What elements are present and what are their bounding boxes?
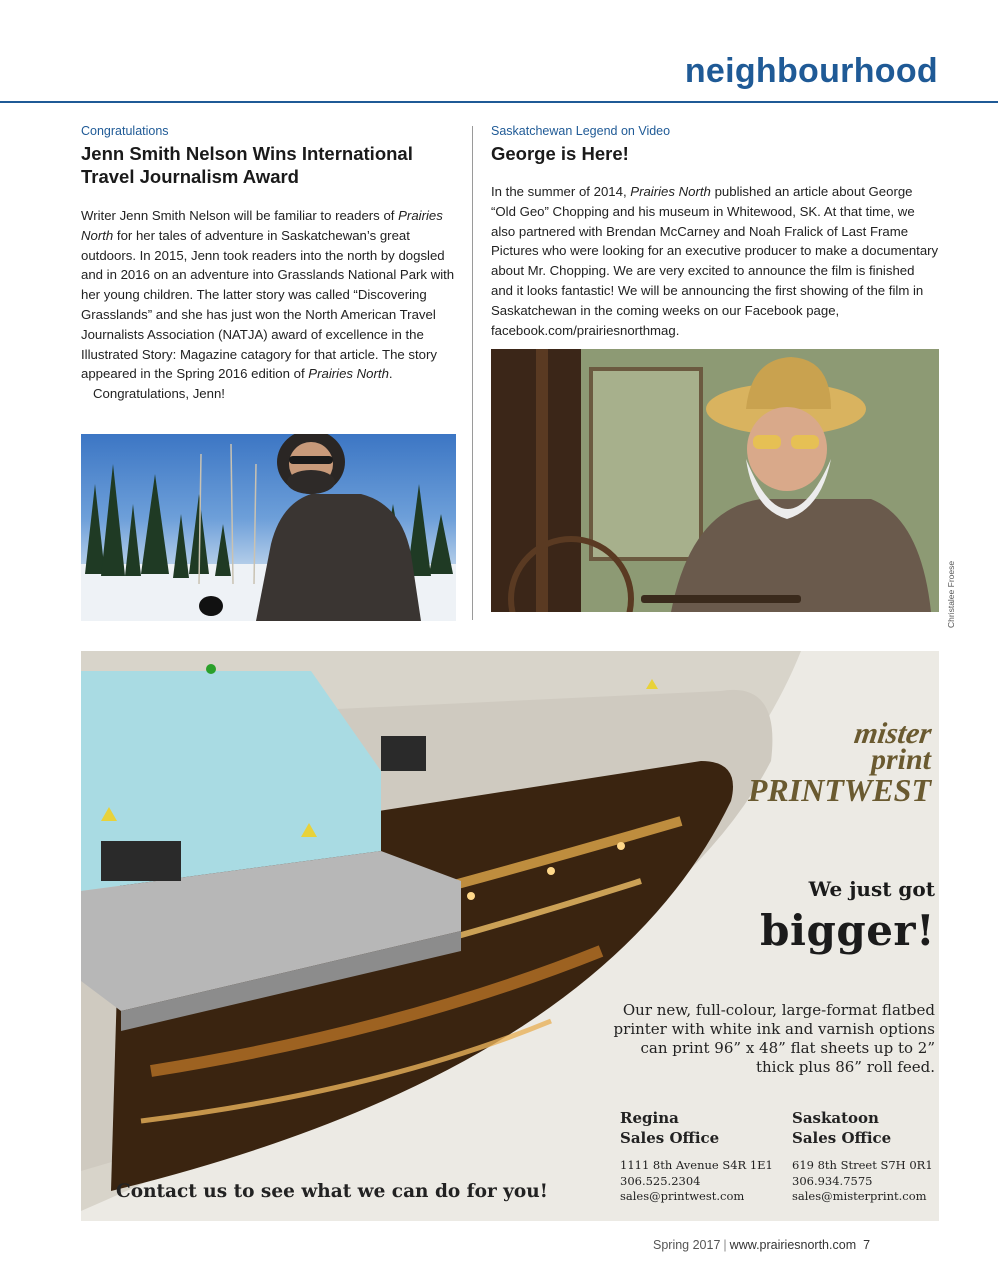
logo-line: mister	[852, 717, 934, 750]
body-paragraph: Congratulations, Jenn!	[93, 386, 225, 402]
article-headline	[81, 142, 456, 188]
magazine-title: Prairies North	[308, 366, 389, 382]
ad-contact-line: Contact us to see what we can do for you!	[116, 1181, 548, 1202]
body-paragraph: In the summer of 2014, Prairies North published an article about George “Old Geo” Chopping and his museum in Whitewood, SK. At that time, we also partnered with Brendan McCarney and Noah Fralick of Last Frame Pictures who were looking for an executive producer to make a documentary about Mr. Chopping. We are very excited to announce the film is finished and it looks fantastic! We will be announcing the first showing of the film in Saskatchewan in the coming weeks on our Facebook page, facebook.com/prairiesnorthmag.	[491, 184, 939, 338]
article-headline: George is Here!	[491, 143, 629, 164]
magazine-title: Prairies North	[630, 184, 711, 199]
photo-jenn-winter	[81, 434, 456, 621]
photo-george-chopping	[491, 349, 939, 612]
article-george-is-here	[491, 122, 939, 340]
body-paragraph: Writer Jenn Smith Nelson will be familiar to readers of Prairies North for her tales of adventure in Saskatchewan’s great outdoors. In 2015, Jenn took readers into the north by dogsled and in 2016 on an adventure into Grasslands National Park with her young children. The latter story was called “Discovering Grasslands” and she has just won the North American Travel Journalists Association (NATJA) award of excellence in the Illustrated Story: Magazine catagory for that article. The story appeared in the Spring 2016 edition of Prairies North.	[81, 208, 455, 382]
logo-line: print	[870, 743, 931, 776]
article-body	[491, 182, 939, 340]
saskatoon-sales-office	[792, 1108, 933, 1205]
section-title: neighbourhood	[684, 52, 938, 90]
regina-sales-office	[620, 1108, 773, 1205]
ad-tagline-small: We just got	[808, 877, 935, 901]
ad-description: Our new, full-colour, large-format flatbed printer with white ink and varnish options can print 96” x 48” flat sheets up to 2” thick plus 86” roll feed.	[613, 1001, 935, 1076]
office-address: 1111 8th Avenue S4R 1E1	[620, 1158, 773, 1172]
printwest-logo	[747, 717, 934, 808]
logo-line: PRINTWEST	[747, 772, 931, 808]
column-divider	[472, 126, 473, 620]
office-name: Regina Sales Office	[620, 1109, 720, 1147]
photo-credit: Christalee Froese	[946, 560, 956, 628]
footer-url[interactable]: www.prairiesnorth.com	[729, 1238, 857, 1252]
page-number: 7	[863, 1238, 871, 1252]
article-kicker: Saskatchewan Legend on Video	[491, 124, 671, 138]
ad-tagline-big: bigger!	[760, 906, 935, 955]
office-name: Saskatoon Sales Office	[792, 1109, 892, 1147]
printwest-advertisement	[81, 651, 939, 1221]
office-email: sales@misterprint.com	[792, 1189, 927, 1203]
page-footer	[653, 1238, 870, 1252]
office-phone: 306.934.7575	[792, 1173, 873, 1188]
office-address: 619 8th Street S7H 0R1	[792, 1158, 933, 1172]
header-rule	[0, 101, 998, 103]
office-email: sales@printwest.com	[620, 1189, 745, 1203]
office-info	[792, 1158, 933, 1205]
office-phone: 306.525.2304	[620, 1173, 701, 1188]
headline-line: Jenn Smith Nelson Wins International	[81, 143, 413, 164]
article-jenn-smith-nelson	[81, 122, 456, 404]
magazine-title: Prairies North	[81, 208, 443, 243]
footer-separator: |	[723, 1238, 727, 1252]
issue-season: Spring 2017	[653, 1238, 721, 1252]
headline-line: Travel Journalism Award	[81, 166, 299, 187]
article-kicker: Congratulations	[81, 124, 169, 138]
article-body	[81, 206, 456, 404]
office-info	[620, 1158, 773, 1205]
